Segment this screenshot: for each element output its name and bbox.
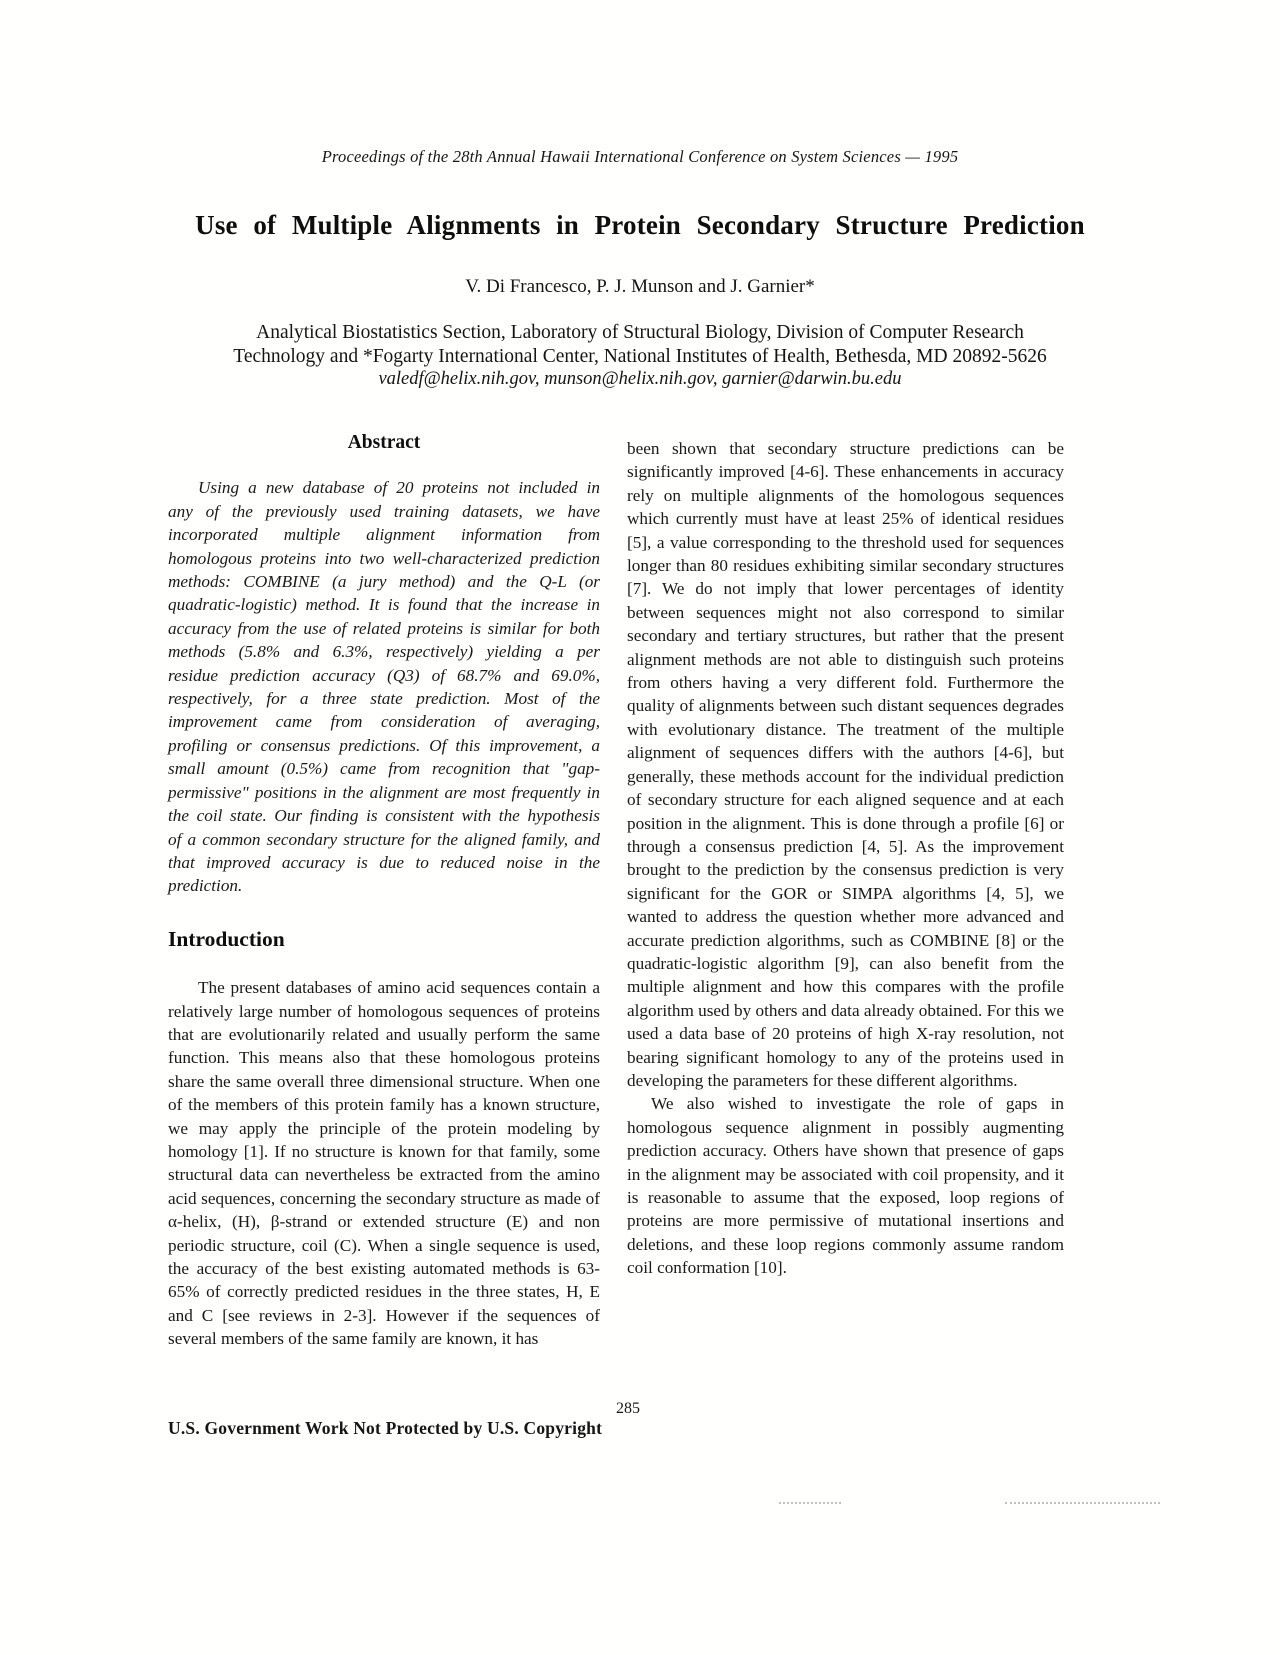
abstract-heading: Abstract — [347, 432, 421, 453]
affiliation-block — [0, 321, 1280, 392]
proceedings-header: Proceedings of the 28th Annual Hawaii International Conference on System Sciences — 1995 — [321, 147, 959, 166]
right-column — [627, 425, 1064, 1351]
abstract-body: Using a new database of 20 proteins not included in any of the previously used training datasets, we have incorporated multiple alignment information from homologous proteins into two well-characterized prediction methods: COMBINE (a jury method) and the Q-L (or quadratic-logistic) method. It is found that the increase in accuracy from the use of related proteins is similar for both methods (5.8% and 6.3%, respectively) yielding a per residue prediction accuracy (Q3) of 68.7% and 69.0%, respectively, for a three state prediction. Most of the improvement came from consideration of averaging, profiling or consensus predictions. Of this improvement, a small amount (0.5%) came from recognition that "gap-permissive" positions in the alignment are most frequently in the coil state. Our finding is consistent with the hypothesis of a common secondary structure for the aligned family, and that improved accuracy is due to reduced noise in the prediction. — [168, 478, 600, 896]
introduction-heading: Introduction — [168, 926, 285, 951]
scan-artifact-left — [779, 1502, 841, 1504]
email-line: valedf@helix.nih.gov, munson@helix.nih.gov, garnier@darwin.bu.edu — [378, 369, 902, 389]
page-number: 285 — [616, 1400, 640, 1417]
paper-title: Use of Multiple Alignments in Protein Secondary Structure Prediction — [195, 210, 1085, 240]
affiliation-line-1: Analytical Biostatistics Section, Laboratory of Structural Biology, Division of Computer Research — [256, 322, 1024, 343]
copyright-notice: U.S. Government Work Not Protected by U.S. Copyright — [168, 1418, 603, 1438]
affiliation-line-2: Technology and *Fogarty International Center, National Institutes of Health, Bethesda, MD 20892-5626 — [233, 345, 1047, 367]
introduction-paragraph-2: been shown that secondary structure predictions can be significantly improved [4-6]. These enhancements in accuracy rely on multiple alignments of the homologous sequences which currently must have at least 25% of identical residues [5], a value corresponding to the threshold used for sequences longer than 80 residues exhibiting similar secondary structures [7]. We do not imply that lower percentages of identity between sequences might not also correspond to similar secondary and tertiary structures, but rather that the present alignment methods are not able to distinguish such proteins from others having a very different fold. Furthermore the quality of alignments between such distant sequences degrades with evolutionary distance. The treatment of the multiple alignment of sequences differs with the authors [4-6], but generally, these methods account for the individual prediction of secondary structure for each aligned sequence and at each position in the alignment. This is done through a profile [6] or through a consensus prediction [4, 5]. As the improvement brought to the prediction by the consensus prediction is very significant for the GOR or SIMPA algorithms [4, 5], we wanted to address the question whether more advanced and accurate prediction algorithms, such as COMBINE [8] or the quadratic-logistic algorithm [9], can also benefit from the multiple alignment and how this compares with the profile algorithm used by others and data already obtained. For this we used a data base of 20 proteins of high X-ray resolution, not bearing significant homology to any of the proteins used in developing the parameters for these different algorithms. — [627, 439, 1064, 1090]
introduction-paragraph-3: We also wished to investigate the role of gaps in homologous sequence alignment in possibly augmenting prediction accuracy. Others have shown that presence of gaps in the alignment may be associated with coil propensity, and it is reasonable to assume that the exposed, loop regions of proteins are more permissive of mutational insertions and deletions, and these loop regions commonly assume random coil conformation [10]. — [627, 1094, 1064, 1278]
introduction-paragraph-1: The present databases of amino acid sequences contain a relatively large number of homologous sequences of proteins that are evolutionarily related and usually perform the same function. This means also that these homologous proteins share the same overall three dimensional structure. When one of the members of this protein family has a known structure, we may apply the principle of the protein modeling by homology [1]. If no structure is known for that family, some structural data can nevertheless be extracted from the amino acid sequences, concerning the secondary structure as made of α-helix, (H), β-strand or extended structure (E) and non periodic structure, coil (C). When a single sequence is used, the accuracy of the best existing automated methods is 63-65% of correctly predicted residues in the three states, H, E and C [see reviews in 2-3]. However if the sequences of several members of the same family are known, it has — [168, 978, 600, 1349]
authors-line: V. Di Francesco, P. J. Munson and J. Garnier* — [465, 276, 815, 297]
scan-artifact-right — [1005, 1502, 1160, 1504]
left-column — [168, 425, 600, 1351]
two-column-body — [168, 425, 1064, 1351]
